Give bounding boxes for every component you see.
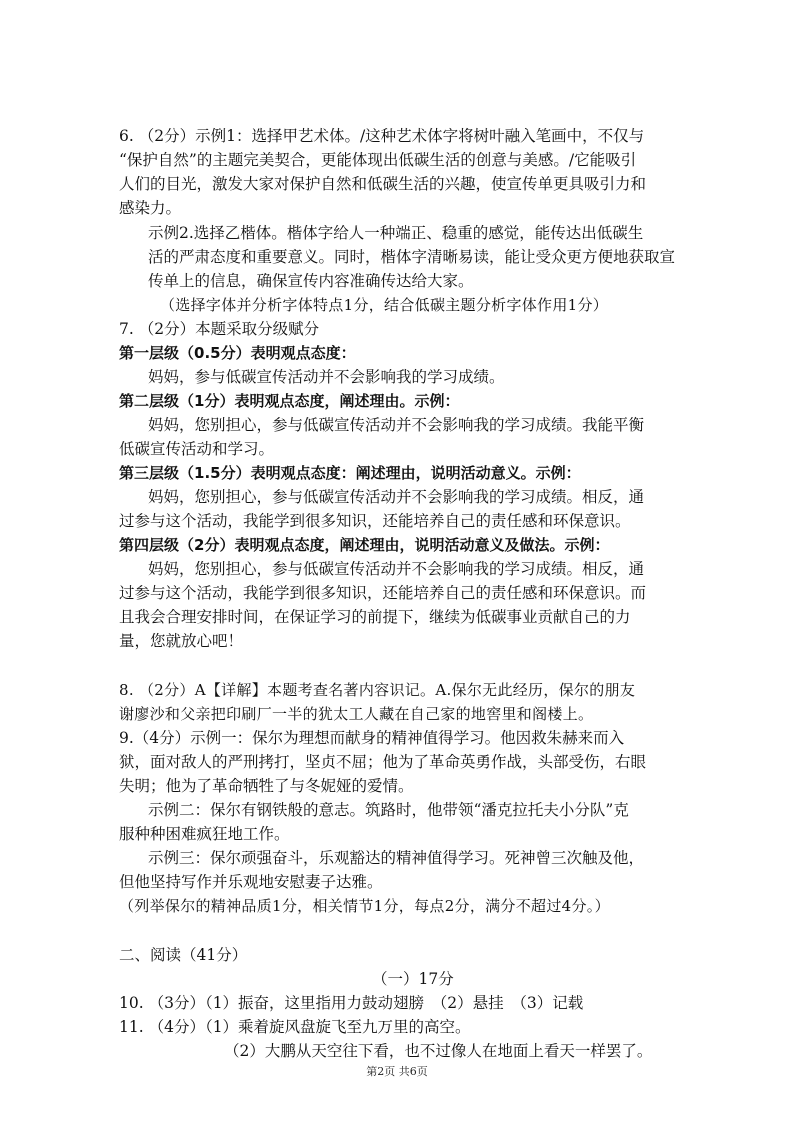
- q6-line-7: 传单上的信息，确保宣传内容准确传达给大家。: [148, 272, 474, 290]
- q6-line-2: “保护自然”的主题完美契合，更能体现出低碳生活的创意与美感。/它能吸引: [119, 151, 637, 169]
- q9-line-1: 9.（4分）示例一：保尔为理想而献身的精神值得学习。他因救朱赫来而入: [119, 729, 625, 747]
- q9-line-5: 服种种困难疯狂地工作。: [119, 825, 290, 843]
- q9-scoring-note: （列举保尔的精神品质1分，相关情节1分，每点2分，满分不超过4分。）: [119, 897, 610, 915]
- q7-level-2-title: 第二层级（1分）表明观点态度，阐述理由。示例：: [119, 392, 460, 410]
- q7-level-4-title: 第四层级（2分）表明观点态度，阐述理由，说明活动意义及做法。示例：: [119, 536, 610, 554]
- q6-line-4: 感染力。: [119, 199, 182, 217]
- q11-line-2: （2）大鹏从天空往下看，也不过像人在地面上看天一样罢了。: [224, 1042, 653, 1060]
- q7-level-4-text-4: 量，您就放心吧！: [119, 632, 244, 650]
- q7-level-2-text-1: 妈妈，您别担心，参与低碳宣传活动并不会影响我的学习成绩。我能平衡: [148, 416, 645, 434]
- q8-line-1: 8. （2分）A【详解】本题考查名著内容识记。A.保尔无此经历，保尔的朋友: [119, 681, 636, 699]
- q7-level-3-text-2: 过参与这个活动，我能学到很多知识，还能培养自己的责任感和环保意识。: [119, 512, 631, 530]
- q6-scoring-note: （选择字体并分析字体特点1分，结合低碳主题分析字体作用1分）: [160, 296, 609, 314]
- q7-level-3-title: 第三层级（1.5分）表明观点态度：阐述理由，说明活动意义。示例：: [119, 464, 581, 482]
- q9-line-6: 示例三：保尔顽强奋斗，乐观豁达的精神值得学习。死神曾三次触及他，: [148, 849, 645, 867]
- q9-line-3: 失明；他为了革命牺牲了与冬妮娅的爱情。: [119, 777, 414, 795]
- section-2-subtitle: （一）17分: [372, 970, 454, 988]
- q9-line-4: 示例二：保尔有钢铁般的意志。筑路时，他带领“潘克拉托夫小分队”克: [148, 801, 629, 819]
- section-2-title: 二、阅读（41分）: [119, 946, 248, 964]
- q9-line-7: 但他坚持写作并乐观地安慰妻子达雅。: [119, 873, 383, 891]
- q7-level-4-text-3: 且我会合理安排时间，在保证学习的前提下，继续为低碳事业贡献自己的力: [119, 608, 631, 626]
- q7-level-2-text-2: 低碳宣传活动和学习。: [119, 440, 275, 458]
- q9-line-2: 狱，面对敌人的严刑拷打，坚贞不屈；他为了革命英勇作战，头部受伤，右眼: [119, 753, 647, 771]
- q7-level-3-text-1: 妈妈，您别担心，参与低碳宣传活动并不会影响我的学习成绩。相反，通: [148, 488, 645, 506]
- q7-level-1-title: 第一层级（0.5分）表明观点态度：: [119, 344, 356, 362]
- q6-line-5: 示例2.选择乙楷体。楷体字给人一种端正、稳重的感觉，能传达出低碳生: [148, 224, 644, 242]
- q10-line: 10. （3分）（1）振奋，这里指用力鼓动翅膀 （2）悬挂 （3）记载: [119, 994, 584, 1012]
- q11-line-1: 11. （4分）（1）乘着旋风盘旋飞至九万里的高空。: [119, 1018, 471, 1036]
- q7-level-1-text: 妈妈，参与低碳宣传活动并不会影响我的学习成绩。: [148, 368, 505, 386]
- q8-line-2: 谢廖沙和父亲把印刷厂一半的犹太工人藏在自己家的地窖里和阁楼上。: [119, 705, 594, 723]
- q7-heading: 7. （2分）本题采取分级赋分: [119, 320, 320, 338]
- page-number-footer: 第2页 共6页: [366, 1065, 428, 1078]
- q7-level-4-text-1: 妈妈，您别担心，参与低碳宣传活动并不会影响我的学习成绩。相反，通: [148, 560, 645, 578]
- q7-level-4-text-2: 过参与这个活动，我能学到很多知识，还能培养自己的责任感和环保意识。而: [119, 584, 647, 602]
- q6-line-1: 6. （2分）示例1：选择甲艺术体。/这种艺术体字将树叶融入笔画中，不仅与: [119, 127, 645, 145]
- q6-line-3: 人们的目光，激发大家对保护自然和低碳生活的兴趣，使宣传单更具吸引力和: [119, 175, 647, 193]
- q6-line-6: 活的严肃态度和重要意义。同时，楷体字清晰易读，能让受众更方便地获取宣: [148, 248, 676, 266]
